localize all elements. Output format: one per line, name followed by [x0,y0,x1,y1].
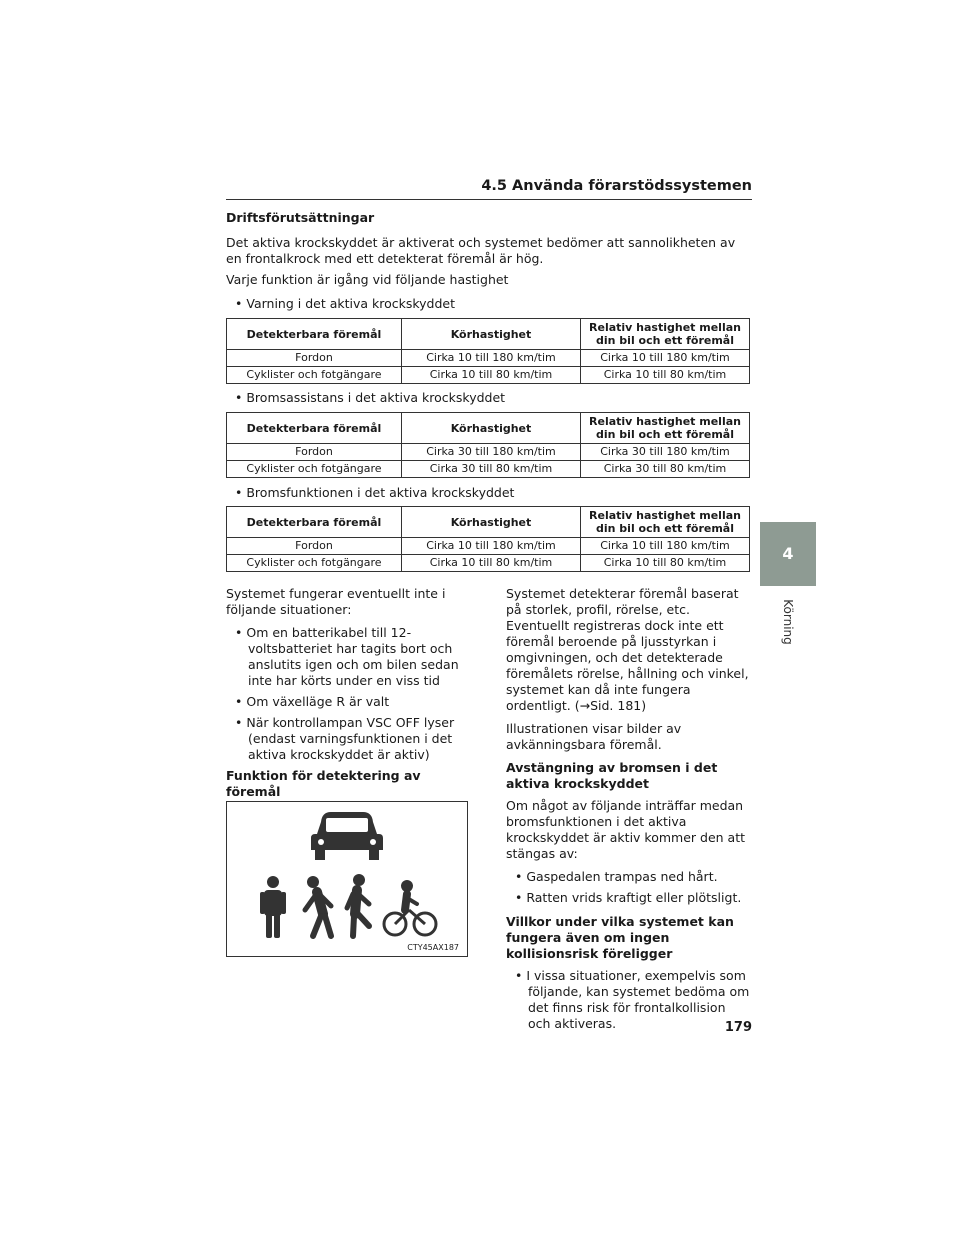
table-cell: Cirka 10 till 80 km/tim [402,367,581,384]
page-number: 179 [724,1020,752,1035]
detection-heading: Funktion för detektering av föremål [226,768,421,799]
table-cell: Cirka 30 till 180 km/tim [581,444,750,461]
column-header: Detekterbara föremål [227,413,402,444]
table-cell: Cirka 10 till 180 km/tim [581,538,750,555]
table-cell: Fordon [227,350,402,367]
column-header: Körhastighet [402,413,581,444]
column-header: Relativ hastighet mellan din bil och ett föremål [581,507,750,538]
table-cell: Cyklister och fotgängare [227,461,402,478]
table-row [227,350,750,367]
list-item: • När kontrollampan VSC OFF lyser (endast varningsfunktionen i det aktiva krockskyddet är aktiv) [235,715,455,762]
brake-function-speed-table [226,506,750,572]
table-cell: Cirka 10 till 180 km/tim [402,350,581,367]
column-header: Detekterbara föremål [227,319,402,350]
list-item: • Om en batterikabel till 12-voltsbatteriet har tagits bort och anslutits igen och om bilen sedan inte har körts under en viss tid [235,625,459,688]
table-cell: Cirka 30 till 80 km/tim [402,461,581,478]
column-header: Körhastighet [402,507,581,538]
brake-cancel-heading: Avstängning av bromsen i det aktiva krockskyddet [506,760,718,791]
table-cell: Cirka 10 till 180 km/tim [402,538,581,555]
chapter-tab: 4 [760,522,816,586]
pedestrian-walking-icon [305,876,331,936]
list-item: • Gaspedalen trampas ned hårt. [515,869,718,884]
list-item: • Ratten vrids kraftigt eller plötsligt. [515,890,742,905]
table-row [227,538,750,555]
left-column [226,586,474,800]
brake-assist-speed-table [226,412,750,478]
cyclist-icon [384,880,436,935]
table-row [227,555,750,572]
table-row [227,367,750,384]
table-row [227,444,750,461]
pedestrian-standing-icon [260,876,286,938]
table-cell: Fordon [227,444,402,461]
table-cell: Cirka 10 till 180 km/tim [581,350,750,367]
table-cell: Cirka 10 till 80 km/tim [402,555,581,572]
table-cell: Cirka 10 till 80 km/tim [581,555,750,572]
list-item: • I vissa situationer, exempelvis som följande, kan systemet bedöma om det finns risk för frontalkollision och aktiveras. [515,968,750,1031]
chapter-label: Körning [781,599,795,645]
illustration-code: CTY45AX187 [407,943,459,952]
table-row [227,461,750,478]
table-2-title: • Bromsassistans i det aktiva krockskyddet [235,390,506,405]
illustration-note: Illustrationen visar bilder av avkänningsbara föremål. [506,721,682,752]
table-1-title: • Varning i det aktiva krockskyddet [235,296,456,311]
header-divider [226,199,752,200]
operating-conditions-heading: Driftsförutsättningar [226,210,375,225]
table-cell: Cirka 10 till 80 km/tim [581,367,750,384]
brake-cancel-paragraph: Om något av följande inträffar medan bromsfunktionen i det aktiva krockskyddet är aktiv kommer den att stängas av: [506,798,745,861]
pedestrian-running-icon [347,874,369,936]
detectable-objects-illustration [226,801,468,957]
table-cell: Fordon [227,538,402,555]
table-cell: Cirka 30 till 180 km/tim [402,444,581,461]
table-cell: Cyklister och fotgängare [227,555,402,572]
table-3-title: • Bromsfunktionen i det aktiva krockskyddet [235,485,515,500]
right-column [506,586,750,1032]
column-header: Körhastighet [402,319,581,350]
conditions-heading: Villkor under vilka systemet kan fungera även om ingen kollisionsrisk föreligger [506,914,734,961]
detection-paragraph: Systemet detekterar föremål baserat på storlek, profil, rörelse, etc. Eventuellt registreras dock inte ett föremål beroende på ljusstyrkan i omgivningen, och det detekterade föremålets rörelse, hållning och vinkel, systemet kan då inte fungera ordentligt. (→Sid. 181) [506,586,749,713]
table-cell: Cirka 30 till 80 km/tim [581,461,750,478]
car-icon [311,812,383,860]
column-header: Detekterbara föremål [227,507,402,538]
list-item: • Om växelläge R är valt [235,694,390,709]
intro-paragraph: Det aktiva krockskyddet är aktiverat och systemet bedömer att sannolikheten av en frontalkrock med ett detekterat föremål är hög. [226,235,736,266]
speed-intro-paragraph: Varje funktion är igång vid följande hastighet [226,272,509,287]
column-header: Relativ hastighet mellan din bil och ett föremål [581,319,750,350]
column-header: Relativ hastighet mellan din bil och ett föremål [581,413,750,444]
table-cell: Cyklister och fotgängare [227,367,402,384]
limitations-paragraph: Systemet fungerar eventuellt inte i följande situationer: [226,586,446,617]
warning-speed-table [226,318,750,384]
section-title: 4.5 Använda förarstödssystemen [481,178,752,194]
